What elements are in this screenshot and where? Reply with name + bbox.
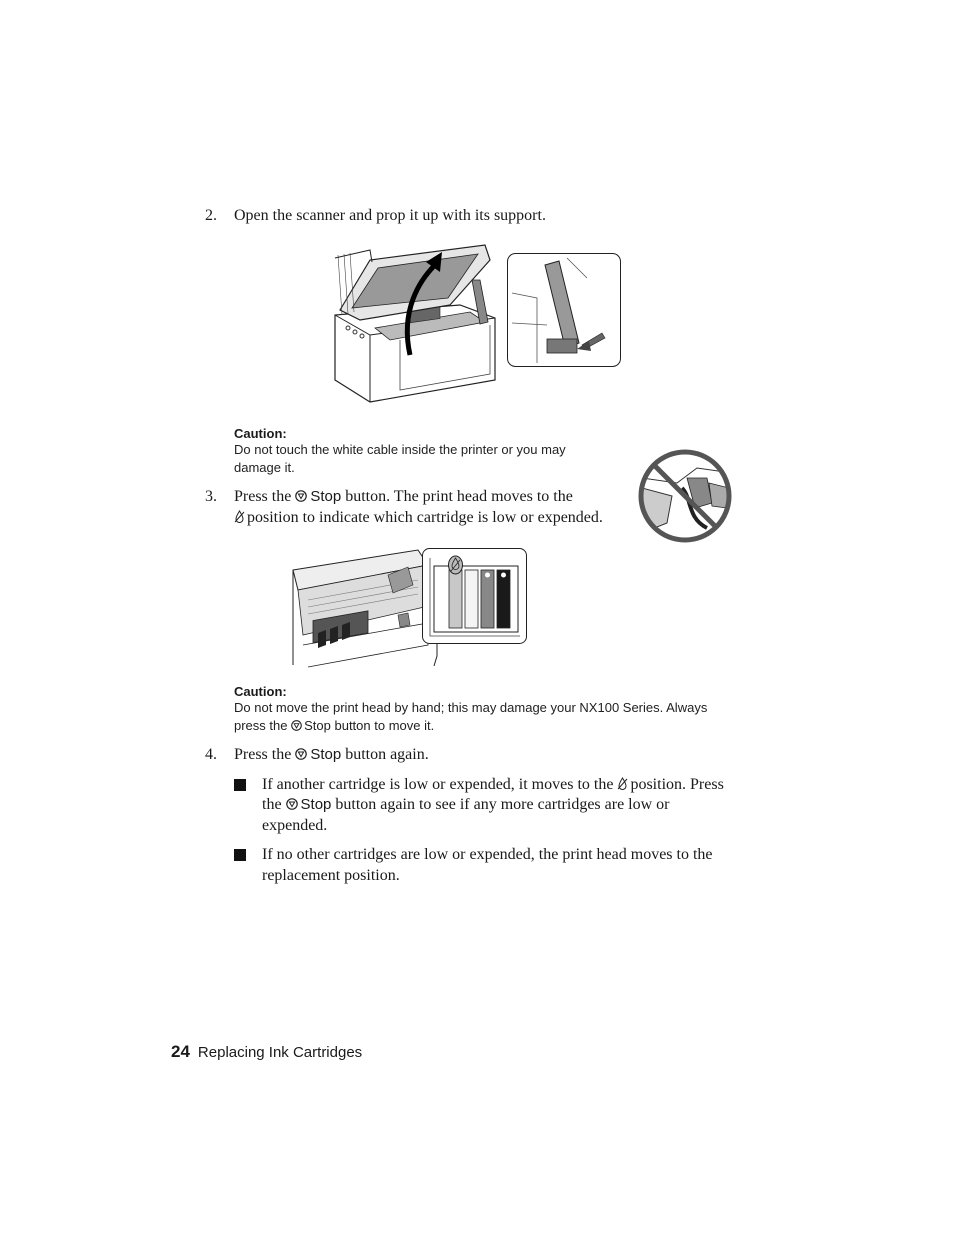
cartridge-white bbox=[465, 570, 478, 628]
prohibited-icon bbox=[637, 448, 733, 544]
bullet-2-line-1: If no other cartridges are low or expended, the print head moves to the bbox=[262, 846, 713, 863]
cartridge-gray bbox=[481, 570, 494, 628]
cable-stub bbox=[432, 644, 442, 668]
stop-button-icon bbox=[291, 720, 302, 731]
step-3-line-2-text: position to indicate which cartridge is low or expended. bbox=[247, 509, 603, 526]
stop-button-icon bbox=[295, 490, 307, 502]
step-2-number: 2. bbox=[205, 207, 217, 224]
bullet-1-line-3: expended. bbox=[262, 817, 328, 834]
bullet-2-text bbox=[262, 844, 752, 886]
page-number: 24 bbox=[171, 1042, 190, 1061]
prohibited-cable-illustration bbox=[637, 448, 733, 544]
caution-1-line-1: Do not touch the white cable inside the printer or you may bbox=[234, 442, 566, 457]
caution-2 bbox=[234, 684, 707, 735]
bullet-square bbox=[234, 779, 246, 791]
support-inset-drawing bbox=[507, 253, 621, 367]
caution-2-line-2-after: button to move it. bbox=[334, 718, 435, 733]
stop-button-label: Stop bbox=[310, 488, 342, 505]
step-4-text bbox=[234, 744, 429, 765]
bullet-2-line-2: replacement position. bbox=[262, 867, 400, 884]
bullet-1-text bbox=[262, 774, 752, 836]
printer-scanner-open-drawing bbox=[330, 240, 500, 405]
stop-button-label: Stop bbox=[300, 796, 332, 813]
caution-2-stop-label: Stop bbox=[304, 718, 331, 733]
caution-2-title: Caution: bbox=[234, 684, 287, 699]
caution-2-line-2-before: press the bbox=[234, 718, 288, 733]
print-head-illustration bbox=[288, 545, 438, 670]
caution-2-line-2 bbox=[234, 717, 707, 735]
step-3-line-2 bbox=[234, 507, 603, 528]
cartridge-black bbox=[497, 570, 510, 628]
step-4-text-after: button again. bbox=[345, 746, 429, 763]
step-3-line-1 bbox=[234, 486, 624, 507]
page-footer bbox=[171, 1042, 362, 1062]
bullet-1-line-1-after: position. Press bbox=[630, 776, 724, 793]
caution-2-line-1: Do not move the print head by hand; this may damage your NX100 Series. Always bbox=[234, 700, 708, 715]
bullet-1-line-2 bbox=[262, 794, 752, 815]
caution-1-line-2: damage it. bbox=[234, 460, 295, 475]
support-inset-illustration bbox=[507, 253, 621, 367]
step-3-text-before: Press the bbox=[234, 488, 292, 505]
bullet-1-line-1-before: If another cartridge is low or expended, it moves to the bbox=[262, 776, 614, 793]
print-head-drawing bbox=[288, 545, 438, 670]
stop-button-label: Stop bbox=[310, 746, 342, 763]
step-4-text-before: Press the bbox=[234, 746, 292, 763]
cartridge-inset-drawing bbox=[422, 548, 528, 646]
bullet-square bbox=[234, 849, 246, 861]
step-4-number: 4. bbox=[205, 746, 217, 763]
step-3-number: 3. bbox=[205, 488, 217, 505]
step-2-text: Open the scanner and prop it up with its support. bbox=[234, 207, 546, 224]
ink-drop-icon bbox=[617, 777, 628, 790]
cartridge-light bbox=[449, 570, 462, 628]
caution-1-title: Caution: bbox=[234, 426, 287, 441]
stop-button-icon bbox=[286, 798, 298, 810]
step-3-text-after: button. The print head moves to the bbox=[345, 488, 573, 505]
bullet-1-line-1 bbox=[262, 774, 752, 795]
stop-button-icon bbox=[295, 748, 307, 760]
caution-1 bbox=[234, 426, 566, 477]
bullet-1-line-2-before: the bbox=[262, 796, 282, 813]
scanner-open-illustration bbox=[330, 240, 500, 405]
bullet-1-line-2-after: button again to see if any more cartridges are low or bbox=[335, 796, 670, 813]
footer-section-title: Replacing Ink Cartridges bbox=[197, 1044, 363, 1061]
cartridge-inset-illustration bbox=[422, 548, 528, 646]
ink-drop-icon bbox=[234, 510, 245, 523]
